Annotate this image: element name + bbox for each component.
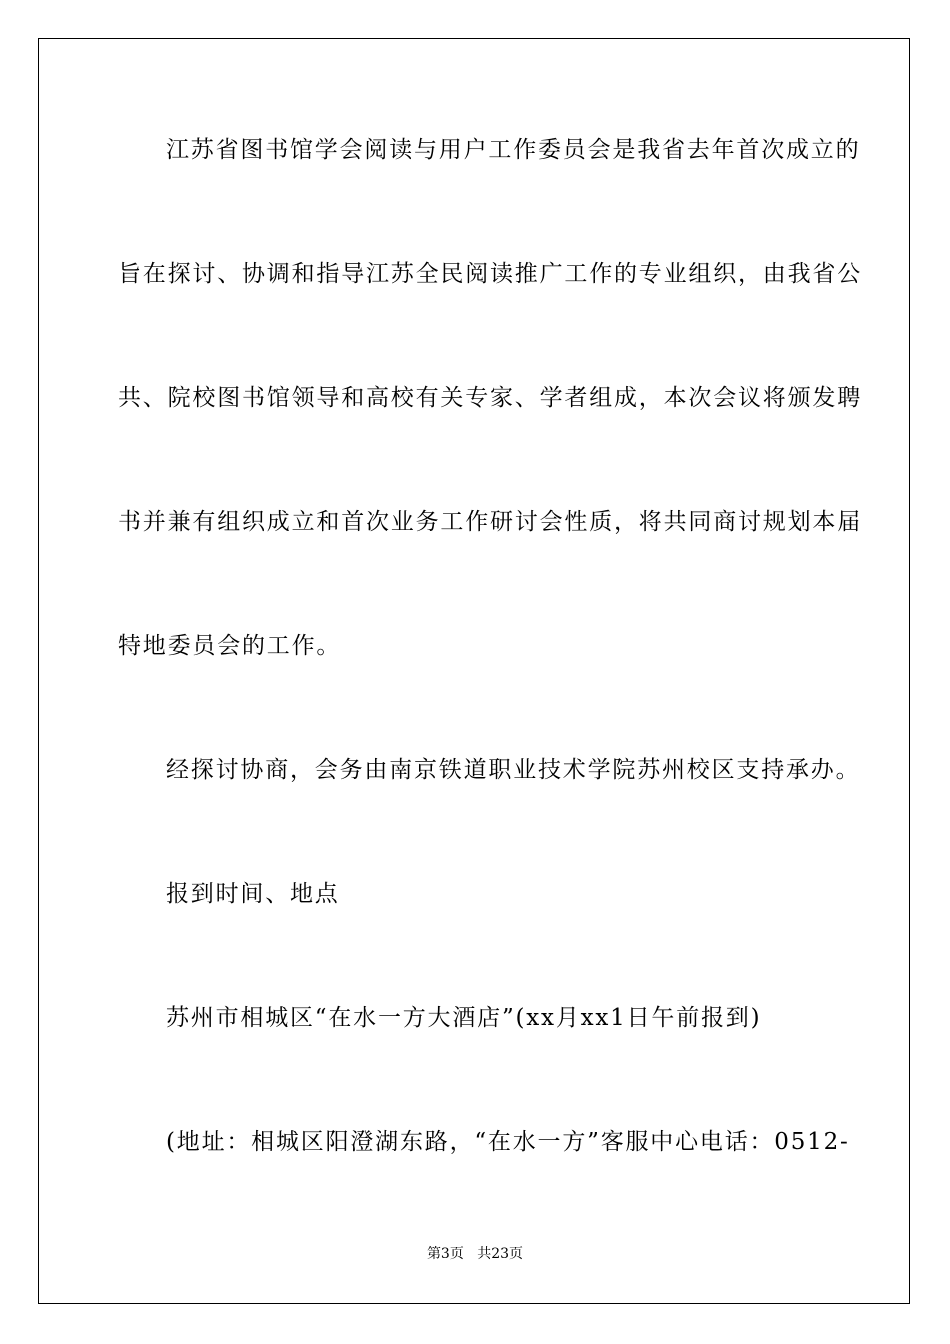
- page-border: [38, 38, 910, 1304]
- page-number: 第3页: [426, 1246, 464, 1262]
- paragraph-line-2: 旨在探讨、协调和指导江苏全民阅读推广工作的专业组织，由我省公: [118, 261, 862, 287]
- total-pages: 共23页: [477, 1246, 524, 1262]
- paragraph-line-5: 特地委员会的工作。: [118, 633, 342, 659]
- address-line: (地址：相城区阳澄湖东路，“在水一方”客服中心电话：0512-: [166, 1129, 850, 1155]
- section-heading: 报到时间、地点: [166, 881, 340, 907]
- paragraph-line-3: 共、院校图书馆领导和高校有关专家、学者组成，本次会议将颁发聘: [118, 385, 862, 411]
- venue-line: 苏州市相城区“在水一方大酒店”(xx月xx1日午前报到): [166, 1005, 762, 1031]
- paragraph-line-4: 书并兼有组织成立和首次业务工作研讨会性质，将共同商讨规划本届: [118, 509, 862, 535]
- paragraph-line-1: 江苏省图书馆学会阅读与用户工作委员会是我省去年首次成立的: [166, 137, 861, 163]
- paragraph-line-6: 经探讨协商，会务由南京铁道职业技术学院苏州校区支持承办。: [166, 757, 861, 783]
- page-footer: [0, 1245, 950, 1263]
